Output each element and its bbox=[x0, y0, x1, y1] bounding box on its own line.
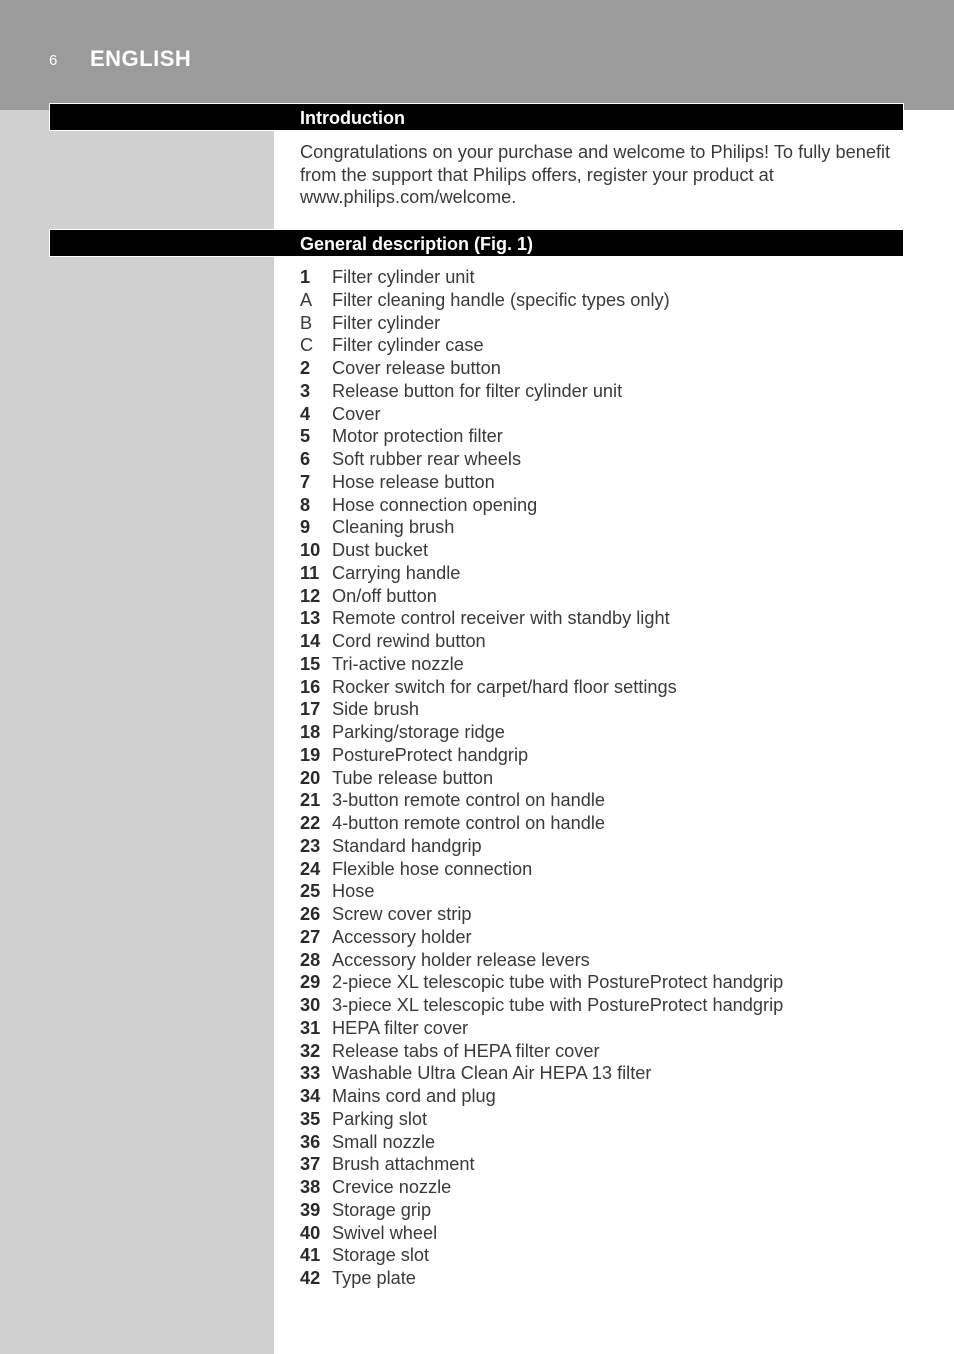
item-number: 28 bbox=[300, 949, 321, 970]
item-label: Rocker switch for carpet/hard floor settings bbox=[332, 676, 677, 697]
item-label: 4-button remote control on handle bbox=[332, 813, 605, 833]
list-item bbox=[300, 494, 898, 517]
list-item bbox=[300, 1267, 898, 1290]
item-number: 3 bbox=[300, 380, 311, 401]
item-label: Small nozzle bbox=[332, 1131, 436, 1152]
item-number: 34 bbox=[300, 1086, 321, 1106]
left-margin-column bbox=[0, 110, 274, 1354]
item-number: 26 bbox=[300, 904, 321, 924]
item-number: 1 bbox=[300, 267, 311, 287]
item-label: Hose release button bbox=[332, 471, 495, 492]
list-item bbox=[300, 1199, 898, 1222]
list-item bbox=[300, 1153, 898, 1176]
item-number: 21 bbox=[300, 790, 321, 811]
item-number: 11 bbox=[300, 562, 320, 583]
item-label: Tube release button bbox=[332, 767, 494, 788]
item-label: Parking/storage ridge bbox=[332, 722, 505, 742]
item-number: 7 bbox=[300, 471, 311, 492]
item-label: Filter cleaning handle (specific types only) bbox=[332, 289, 670, 310]
item-label: Accessory holder release levers bbox=[332, 949, 590, 970]
list-item bbox=[300, 607, 898, 630]
item-number: 14 bbox=[300, 631, 321, 651]
item-number: 20 bbox=[300, 767, 321, 788]
list-item bbox=[300, 630, 898, 653]
item-number: 9 bbox=[300, 517, 311, 538]
item-label: Storage grip bbox=[332, 1199, 432, 1220]
item-number: 18 bbox=[300, 722, 321, 742]
list-item bbox=[300, 1017, 898, 1040]
item-label: Filter cylinder unit bbox=[332, 267, 475, 287]
item-number: 31 bbox=[300, 1017, 321, 1038]
list-item bbox=[300, 789, 898, 812]
item-number: 33 bbox=[300, 1063, 321, 1084]
list-item bbox=[300, 767, 898, 790]
item-number: 24 bbox=[300, 858, 321, 879]
item-label: HEPA filter cover bbox=[332, 1017, 469, 1038]
item-number: 13 bbox=[300, 608, 321, 629]
item-label: Crevice nozzle bbox=[332, 1177, 452, 1197]
item-number: 8 bbox=[300, 494, 311, 515]
item-label: Filter cylinder case bbox=[332, 335, 484, 356]
list-item bbox=[300, 676, 898, 699]
general-description-heading-bar bbox=[49, 229, 904, 257]
item-number: 15 bbox=[300, 653, 321, 674]
item-label: Accessory holder bbox=[332, 926, 472, 947]
list-item bbox=[300, 1222, 898, 1245]
list-item bbox=[300, 1062, 898, 1085]
list-item bbox=[300, 266, 898, 289]
item-number: 37 bbox=[300, 1154, 321, 1175]
item-label: Flexible hose connection bbox=[332, 858, 533, 879]
list-item bbox=[300, 1176, 898, 1199]
item-label: Remote control receiver with standby light bbox=[332, 608, 670, 629]
list-item bbox=[300, 812, 898, 835]
list-item bbox=[300, 312, 898, 335]
item-number: 32 bbox=[300, 1040, 321, 1061]
list-item bbox=[300, 516, 898, 539]
item-label: Release button for filter cylinder unit bbox=[332, 380, 623, 401]
item-number: C bbox=[300, 335, 314, 356]
item-label: Dust bucket bbox=[332, 540, 429, 560]
list-item bbox=[300, 926, 898, 949]
item-label: Hose bbox=[332, 881, 375, 902]
item-number: 40 bbox=[300, 1222, 321, 1243]
list-item bbox=[300, 425, 898, 448]
list-item bbox=[300, 585, 898, 608]
item-number: 17 bbox=[300, 699, 321, 720]
language-title: ENGLISH bbox=[90, 46, 192, 71]
list-item bbox=[300, 1108, 898, 1131]
item-number: 36 bbox=[300, 1131, 321, 1152]
list-item bbox=[300, 949, 898, 972]
list-item bbox=[300, 289, 898, 312]
list-item bbox=[300, 698, 898, 721]
list-item bbox=[300, 744, 898, 767]
item-label: 3-button remote control on handle bbox=[332, 790, 605, 811]
item-label: Hose connection opening bbox=[332, 494, 538, 515]
item-number: 5 bbox=[300, 426, 311, 447]
item-label: Storage slot bbox=[332, 1245, 430, 1266]
item-label: Swivel wheel bbox=[332, 1222, 438, 1243]
item-number: 4 bbox=[300, 403, 311, 424]
item-number: 38 bbox=[300, 1177, 321, 1197]
item-label: Filter cylinder bbox=[332, 312, 441, 333]
introduction-heading-bar bbox=[49, 103, 904, 131]
list-item bbox=[300, 971, 898, 994]
list-item bbox=[300, 835, 898, 858]
list-item bbox=[300, 380, 898, 403]
item-label: Washable Ultra Clean Air HEPA 13 filter bbox=[332, 1063, 652, 1084]
item-number: 19 bbox=[300, 744, 321, 765]
list-item bbox=[300, 448, 898, 471]
item-number: 29 bbox=[300, 972, 321, 993]
item-label: Mains cord and plug bbox=[332, 1086, 496, 1106]
list-item bbox=[300, 1244, 898, 1267]
item-number: B bbox=[300, 312, 313, 333]
item-label: Screw cover strip bbox=[332, 904, 472, 924]
item-number: 22 bbox=[300, 813, 321, 833]
item-label: On/off button bbox=[332, 585, 437, 606]
item-label: Parking slot bbox=[332, 1108, 428, 1129]
list-item bbox=[300, 357, 898, 380]
item-number: 39 bbox=[300, 1199, 321, 1220]
item-number: 25 bbox=[300, 881, 321, 902]
list-item bbox=[300, 334, 898, 357]
item-label: Motor protection filter bbox=[332, 426, 503, 447]
list-item bbox=[300, 562, 898, 585]
item-number: A bbox=[300, 289, 313, 310]
list-item bbox=[300, 858, 898, 881]
item-label: PostureProtect handgrip bbox=[332, 744, 529, 765]
item-label: Cover release button bbox=[332, 358, 501, 378]
item-label: Type plate bbox=[332, 1268, 416, 1288]
introduction-paragraph: Congratulations on your purchase and welcome to Philips! To fully benefit from the support that Philips offers, register your product at www.philips.com/welcome. bbox=[300, 142, 891, 208]
list-item bbox=[300, 653, 898, 676]
item-number: 41 bbox=[300, 1245, 321, 1266]
list-item bbox=[300, 539, 898, 562]
item-label: Cover bbox=[332, 403, 381, 424]
list-item bbox=[300, 1131, 898, 1154]
item-number: 2 bbox=[300, 358, 311, 378]
item-label: Tri-active nozzle bbox=[332, 653, 464, 674]
list-item bbox=[300, 903, 898, 926]
item-number: 35 bbox=[300, 1108, 321, 1129]
list-item bbox=[300, 721, 898, 744]
item-number: 12 bbox=[300, 585, 321, 606]
list-item bbox=[300, 880, 898, 903]
item-label: Side brush bbox=[332, 699, 419, 720]
item-label: Release tabs of HEPA filter cover bbox=[332, 1040, 600, 1061]
item-number: 16 bbox=[300, 676, 321, 697]
item-label: 2-piece XL telescopic tube with PostureProtect handgrip bbox=[332, 972, 784, 993]
item-label: 3-piece XL telescopic tube with PostureProtect handgrip bbox=[332, 995, 784, 1015]
list-item bbox=[300, 471, 898, 494]
item-label: Carrying handle bbox=[332, 562, 461, 583]
parts-list bbox=[300, 266, 898, 1290]
list-item bbox=[300, 1040, 898, 1063]
page-number: 6 bbox=[49, 52, 58, 69]
item-label: Soft rubber rear wheels bbox=[332, 449, 522, 469]
item-number: 42 bbox=[300, 1268, 321, 1288]
item-label: Standard handgrip bbox=[332, 835, 482, 856]
item-number: 23 bbox=[300, 835, 321, 856]
item-number: 10 bbox=[300, 540, 321, 560]
list-item bbox=[300, 403, 898, 426]
item-label: Cord rewind button bbox=[332, 631, 486, 651]
item-label: Brush attachment bbox=[332, 1154, 475, 1175]
item-number: 30 bbox=[300, 995, 321, 1015]
list-item bbox=[300, 994, 898, 1017]
general-description-heading: General description (Fig. 1) bbox=[300, 234, 534, 254]
list-item bbox=[300, 1085, 898, 1108]
introduction-heading: Introduction bbox=[300, 108, 405, 128]
item-number: 27 bbox=[300, 926, 321, 947]
item-label: Cleaning brush bbox=[332, 517, 455, 538]
item-number: 6 bbox=[300, 449, 311, 469]
